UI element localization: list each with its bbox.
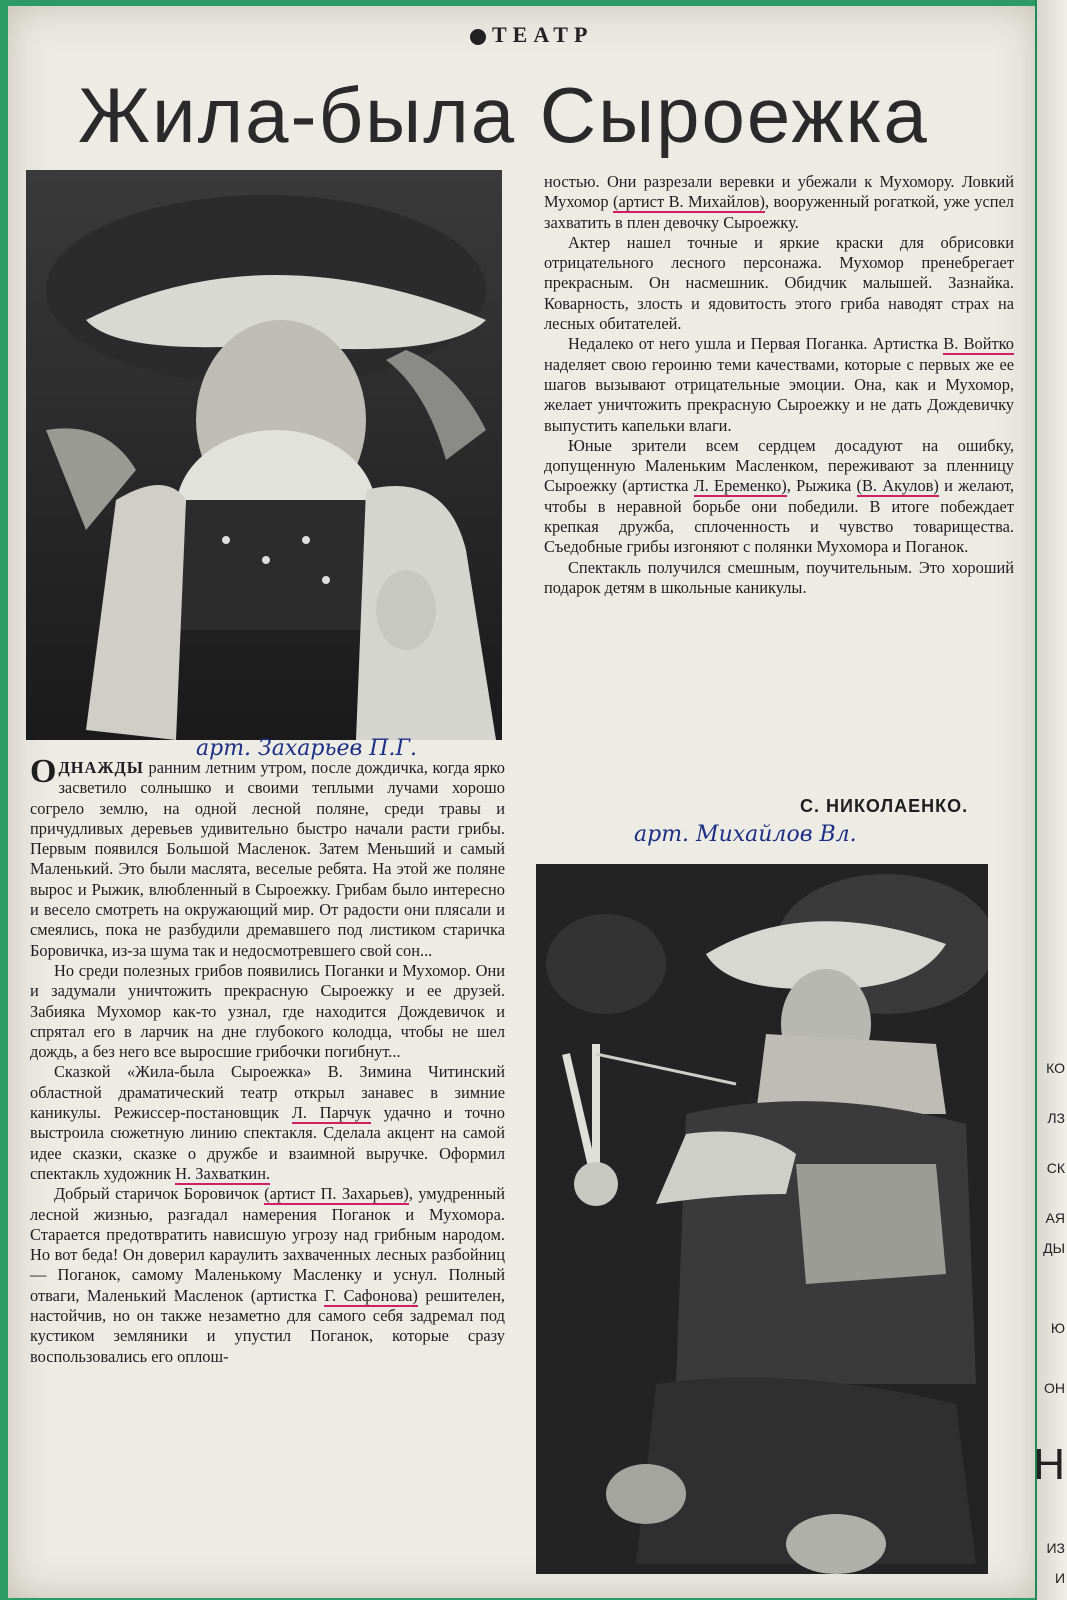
edge-fragment: ОН xyxy=(1044,1380,1065,1396)
paragraph: ностью. Они разрезали веревки и убежали к Мухомору. Ловкий Мухомор (артист В. Михайлов), вооруженный рогаткой, уже успел захватить в плен девочку Сыроежку. xyxy=(544,172,1014,232)
photo-borovichok xyxy=(26,170,502,740)
photo-caption: арт. Захарьев П.Г. xyxy=(196,736,418,761)
underlined-name: Л. Парчук xyxy=(291,1103,371,1123)
photo-mukhomor xyxy=(536,864,988,1574)
article-column-left xyxy=(30,753,505,1367)
paragraph: Сказкой «Жила-была Сыроежка» В. Зимина Читинский областной драматический театр открыл занавес в зимние каникулы. Режиссер-постановщик Л. Парчук удачно и точно выстроила сюжетную линию спектакля. Сделала акцент на самой идее сказки, сказке о дружбе и взаимной выручке. Оформил спектакль художник Н. Захваткин. xyxy=(30,1062,505,1183)
edge-fragment: АЯ xyxy=(1045,1210,1065,1226)
underlined-name: В. Войтко xyxy=(943,334,1014,354)
underlined-name: (артист П. Захарьев) xyxy=(264,1184,409,1204)
underlined-name: (В. Акулов) xyxy=(856,476,939,496)
paragraph: Добрый старичок Боровичок (артист П. Захарьев), умудренный лесной жизнью, разгадал намерения Поганок и Мухомора. Старается предотвратить нависшую угрозу над грибным народом. Но вот беда! Он доверил караулить захваченных лесных разбойниц — Поганок, самому Маленькому Масленку и уснул. Полный отваги, Маленький Масленок (артистка Г. Сафонова) решителен, настойчив, но он также незаметно для самого себя задремал под кустиком земляники и упустил Поганок, которые сразу воспользовались его оплош- xyxy=(30,1184,505,1366)
edge-fragment: ДЫ xyxy=(1043,1240,1065,1256)
bullet-icon xyxy=(470,29,486,45)
author-signature: С. НИКОЛАЕНКО. xyxy=(800,796,969,816)
photo-caption: арт. Михайлов Вл. xyxy=(634,822,857,847)
underlined-name: Г. Сафонова) xyxy=(324,1285,418,1305)
edge-fragment: Ю xyxy=(1050,1320,1065,1336)
edge-fragment: ЛЗ xyxy=(1047,1110,1065,1126)
underlined-name: Л. Еременко) xyxy=(693,476,787,496)
article-headline: Жила-была Сыроежка xyxy=(78,71,929,159)
paragraph: ОДНАЖДЫ ранним летним утром, после дождичка, когда ярко засветило солнышко и своими теплыми лучами хорошо согрело землю, на одной лесной поляне, среди травы и причудливых деревьев удивительно быстро начали расти грибы. Первым появился Большой Масленок. Затем Меньший и самый Маленький. Это были маслята, веселые ребята. На этой же поляне вырос и Рыжик, влюбленный в Сыроежку. Грибам было интересно и весело смотреть на окружающий мир. От радости они плясали и смеялись, пока не разбудили дремавшего под листиком старичка Боровичка, из-за шума так и недосмотревшего свой сон... xyxy=(30,753,505,960)
article-column-right xyxy=(544,172,1014,598)
edge-fragment: И xyxy=(1054,1570,1065,1586)
paragraph: Юные зрители всем сердцем досадуют на ошибку, допущенную Маленьким Масленком, переживают за пленницу Сыроежку (артистка Л. Еременко), Рыжика (В. Акулов) и желают, чтобы в неравной борьбе они победили. В итоге побеждает крепкая дружба, сплоченность и чувство товарищества. Съедобные грибы изгоняют с полянки Мухомора и Поганок. xyxy=(544,435,1015,557)
edge-fragment: Н xyxy=(1033,1440,1065,1489)
paragraph: Актер нашел точные и яркие краски для обрисовки отрицательного лесного персонажа. Мухомор пренебрегает прекрасным. Он насмешник. Обидчик малышей. Зазнайка. Коварность, злость и ядовитость этого гриба наводят страх на лесных обитателей. xyxy=(544,232,1014,334)
adjacent-page-edge xyxy=(1035,0,1067,1600)
underlined-name: Н. Захваткин. xyxy=(175,1163,271,1183)
section-rubric: ТЕАТР xyxy=(470,22,593,48)
edge-fragment: ИЗ xyxy=(1046,1540,1065,1556)
paragraph: Но среди полезных грибов появились Поганки и Мухомор. Они и задумали уничтожить прекрасную Сыроежку и ее друзей. Забияка Мухомор как-то узнал, где находится Дождевичок и спрятал его в ларчик на дне глубокого колодца, чтобы не шел дождь, а без него все выросшие грибочки погибнут... xyxy=(30,960,505,1062)
edge-fragment: СК xyxy=(1046,1160,1065,1176)
paragraph: Спектакль получился смешным, поучительным. Это хороший подарок детям в школьные каникулы. xyxy=(544,557,1014,597)
underlined-name: (артист В. Михайлов) xyxy=(613,192,765,212)
paragraph: Недалеко от него ушла и Первая Поганка. Артистка В. Войтко наделяет свою героиню теми качествами, которые с первых же ее шагов вызывают отрицательные эмоции. Она, как и Мухомор, желает уничтожить прекрасную Сыроежку и не дать Дождевичку выпустить капельки влаги. xyxy=(544,334,1014,435)
edge-fragment: КО xyxy=(1046,1060,1065,1076)
